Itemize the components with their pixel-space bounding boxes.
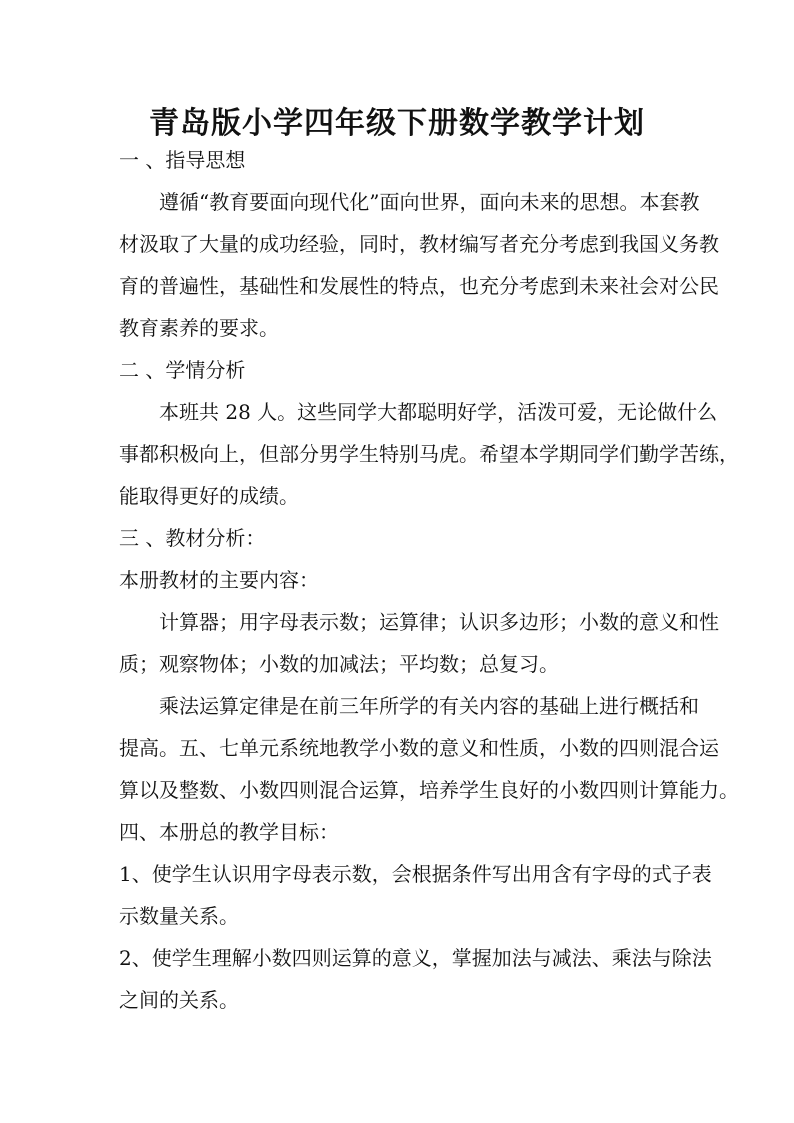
paragraph-line: 事都积极向上，但部分男学生特别马虎。希望本学期同学们勤学苦练， (119, 442, 739, 466)
document-title: 青岛版小学四年级下册数学教学计划 (149, 106, 645, 141)
paragraph-line: 育的普遍性，基础性和发展性的特点，也充分考虑到未来社会对公民 (119, 274, 719, 298)
paragraph-line: 计算器；用字母表示数；运算律；认识多边形；小数的意义和性 (159, 610, 719, 634)
subheading-main-content: 本册教材的主要内容： (119, 568, 319, 592)
section-heading-guiding-ideology: 一 、指导思想 (119, 148, 246, 172)
paragraph-line: 材汲取了大量的成功经验，同时，教材编写者充分考虑到我国义务教 (119, 232, 719, 256)
paragraph-line: 算以及整数、小数四则混合运算，培养学生良好的小数四则计算能力。 (119, 778, 739, 802)
paragraph-line: 质；观察物体；小数的加减法；平均数；总复习。 (119, 652, 559, 676)
goal-item-line: 1、使学生认识用字母表示数，会根据条件写出用含有字母的式子表 (119, 862, 712, 886)
goal-item-line: 之间的关系。 (119, 988, 239, 1012)
section-heading-teaching-goals: 四、本册总的教学目标： (119, 820, 339, 844)
paragraph-line: 乘法运算定律是在前三年所学的有关内容的基础上进行概括和 (159, 694, 699, 718)
section-heading-student-analysis: 二 、学情分析 (119, 358, 246, 382)
paragraph-line: 能取得更好的成绩。 (119, 484, 299, 508)
goal-item-line: 2、使学生理解小数四则运算的意义，掌握加法与减法、乘法与除法 (119, 946, 712, 970)
paragraph-line: 本班共 28 人。这些同学大都聪明好学，活泼可爱，无论做什么 (159, 400, 718, 424)
section-heading-textbook-analysis: 三 、教材分析： (119, 526, 266, 550)
paragraph-line: 提高。五、七单元系统地教学小数的意义和性质，小数的四则混合运 (119, 736, 719, 760)
paragraph-line: 遵循“教育要面向现代化”面向世界，面向未来的思想。本套教 (159, 190, 700, 214)
goal-item-line: 示数量关系。 (119, 904, 239, 928)
paragraph-line: 教育素养的要求。 (119, 316, 279, 340)
